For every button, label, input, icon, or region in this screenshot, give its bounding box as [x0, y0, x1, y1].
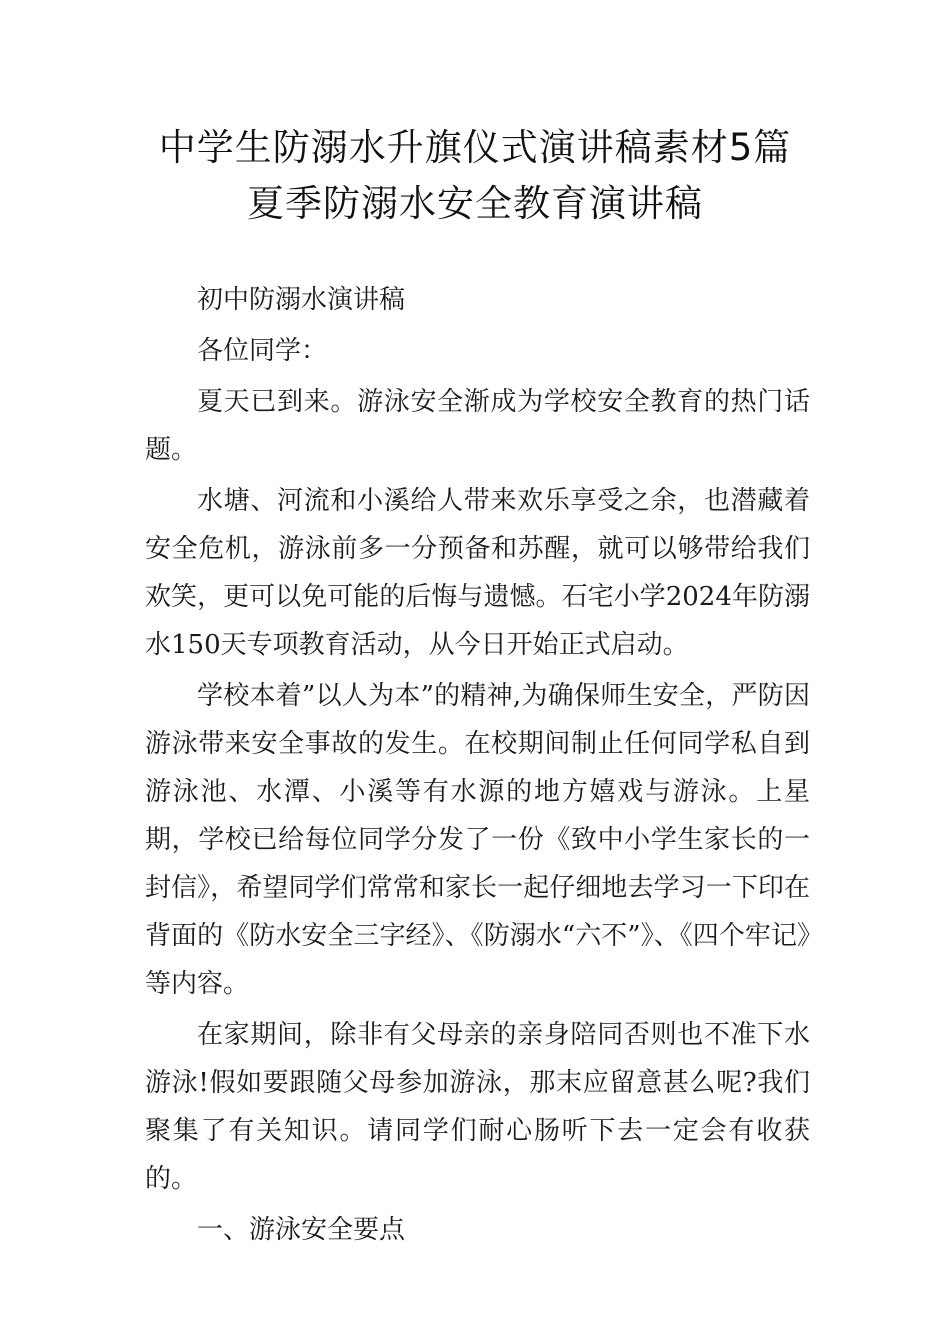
section-heading: 一、游泳安全要点: [197, 1215, 406, 1245]
title-line-1: 中学生防溺水升旗仪式演讲稿素材5篇: [158, 126, 792, 169]
paragraph-salutation: 各位同学：: [197, 336, 328, 366]
paragraph: 水塘、河流和小溪给人带来欢乐享受之余，也潜藏着安全危机，游泳前多一分预备和苏醒，就可以够带给我们欢笑，更可以免可能的后悔与遗憾。石宅小学2024年防溺水150天专项教育活动，从今日开始正式启动。: [145, 486, 810, 660]
paragraph: 在家期间，除非有父母亲的亲身陪同否则也不准下水游泳!假如要跟随父母参加游泳，那末应留意甚么呢?我们聚集了有关知识。请同学们耐心肠听下去一定会有收获的。: [145, 1020, 810, 1194]
paragraph-subtitle: 初中防溺水演讲稿: [197, 285, 406, 315]
paragraph: 夏天已到来。游泳安全渐成为学校安全教育的热门话题。: [145, 387, 810, 465]
document-body: [145, 276, 810, 1257]
document-title: [0, 120, 950, 232]
title-line-2: 夏季防溺水安全教育演讲稿: [247, 182, 703, 225]
paragraph: 学校本着”以人为本”的精神,为确保师生安全，严防因游泳带来安全事故的发生。在校期间制止任何同学私自到游泳池、水潭、小溪等有水源的地方嬉戏与游泳。上星期，学校已给每位同学分发了一份《致中小学生家长的一封信》，希望同学们常常和家长一起仔细地去学习一下印在背面的《防水安全三字经》、《防溺水“六不”》、《四个牢记》等内容。: [145, 681, 810, 999]
